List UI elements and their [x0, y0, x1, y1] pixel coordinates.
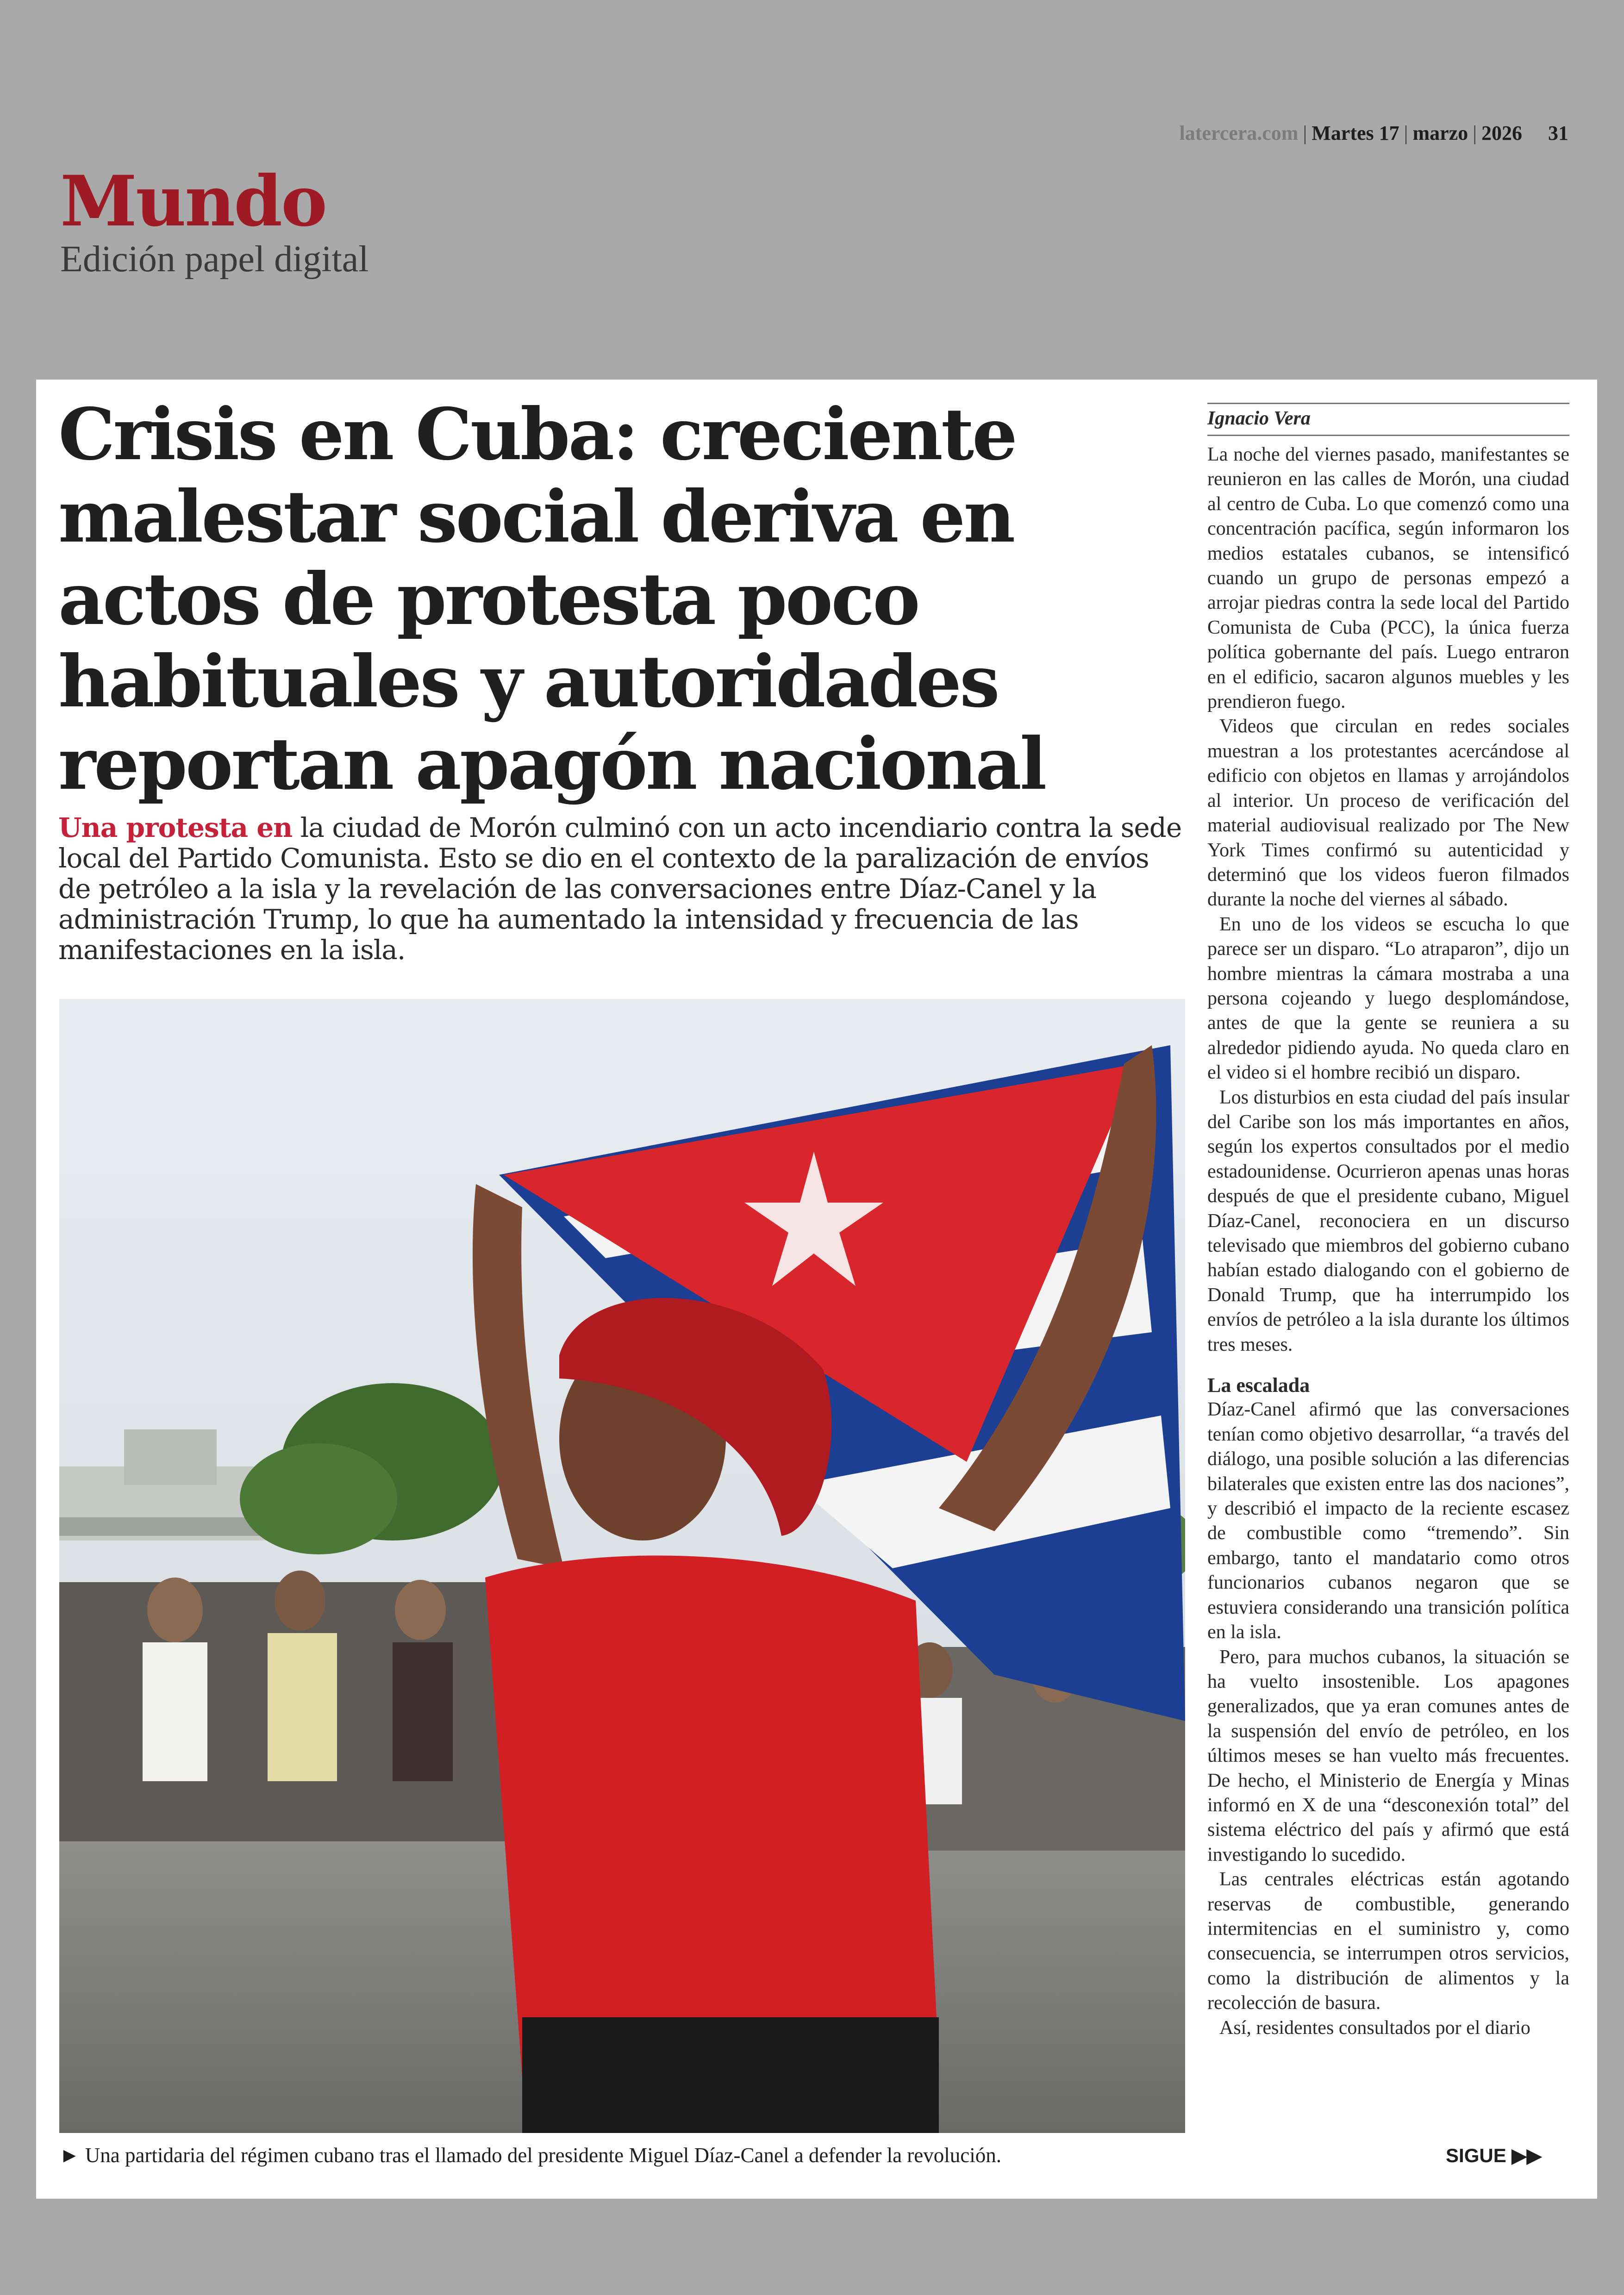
dateline-divider: | — [1473, 122, 1477, 144]
article-sheet — [36, 380, 1597, 2199]
photo-caption: ► Una partidaria del régimen cubano tras el llamado del presidente Miguel Díaz-Canel a defender la revolución. — [59, 2144, 1001, 2167]
body-paragraph: Videos que circulan en redes sociales muestran a los protestantes acercándose al edificio con objetos en llamas y arrojándolos al interior. Un proceso de verificación del material audiovisual realizado por The New York Times confirmó su autenticidad y determinó que los videos fueron filmados durante la noche del viernes al sábado. — [1207, 716, 1569, 911]
body-paragraph: Las centrales eléctricas están agotando reservas de combustible, generando intermitencias en el suministro y, como consecuencia, se interrumpen otros servicios, como la distribución de alimentos y la recolección de basura. — [1207, 1869, 1569, 2014]
dateline-divider: | — [1303, 122, 1307, 144]
continue-marker: SIGUE ▶▶ — [1446, 2145, 1542, 2166]
body-paragraph: La noche del viernes pasado, manifestantes se reunieron en las calles de Morón, una ciudad al centro de Cuba. Lo que comenzó como una concentración pacífica, según informaron los medios estatales cubanos, se intensificó cuando un grupo de personas empezó a arrojar piedras contra la sede local del Partido Comunista de Cuba (PCC), la única fuerza política gobernante del país. Luego entraron en el edificio, sacaron algunos muebles y les prendieron fuego. — [1207, 444, 1569, 713]
lead-kicker: Una protesta en — [58, 812, 293, 843]
dateline-year: 2026 — [1481, 122, 1522, 144]
article-author: Ignacio Vera — [1207, 403, 1569, 436]
lead-text: la ciudad de Morón culminó con un acto incendiario contra la sede local del Partido Comunista. Esto se dio en el contexto de la paralización de envíos de petróleo a la isla y la revelación de las conversaciones entre Díaz-Canel y la administración Trump, lo que ha aumentado la intensidad y frecuencia de las manifestaciones en la isla. — [58, 812, 1182, 966]
page-number: 31 — [1548, 122, 1568, 144]
body-paragraph: Pero, para muchos cubanos, la situación se ha vuelto insostenible. Los apagones generalizados, que ya eran comunes antes de la suspensión del envío de petróleo, en los últimos meses se han vuelto más frecuentes. De hecho, el Ministerio de Energía y Minas informó en X de una “desconexión total” del sistema eléctrico del país y afirmó que está investigando lo sucedido. — [1207, 1646, 1569, 1865]
body-paragraph: Así, residentes consultados por el diario — [1219, 2017, 1530, 2039]
dateline — [1180, 121, 1568, 145]
site-name: latercera.com — [1179, 122, 1299, 144]
article-body-column — [1207, 403, 1569, 2040]
article-photo — [59, 999, 1185, 2133]
body-paragraph: Los disturbios en esta ciudad del país insular del Caribe son los más importantes en años, según los expertos consultados por el medio estadounidense. Ocurrieron apenas unas horas después de que el presidente cubano, Miguel Díaz-Canel, reconociera en un discurso televisado que miembros del gobierno cubano habían estado dialogando con el gobierno de Donald Trump, que ha interrumpido los envíos de petróleo a la isla durante los últimos tres meses. — [1207, 1086, 1569, 1355]
body-paragraph: Díaz-Canel afirmó que las conversaciones tenían como objetivo desarrollar, “a través del diálogo, una posible solución a las diferencias bilaterales que existen entre las dos naciones”, y describió el impacto de la reciente escasez de combustible como “tremendo”. Sin embargo, tanto el mandatario como otros funcionarios cubanos negaron que se estuviera considerando una transición política en la isla. — [1207, 1399, 1569, 1643]
dateline-month: marzo — [1412, 122, 1468, 144]
article-lead — [58, 812, 1183, 965]
article-headline: Crisis en Cuba: creciente malestar social deriva en actos de protesta poco habituales y autoridades reportan apagón nacional — [58, 393, 1045, 806]
protest-photo-illustration — [59, 999, 1185, 2133]
section-title: Mundo — [60, 161, 326, 242]
body-paragraph: En uno de los videos se escucha lo que parece ser un disparo. “Lo atraparon”, dijo un hombre mientras la cámara mostraba a una persona cojeando y luego desplomándose, antes de que la gente se reuniera a su alrededor pidiendo ayuda. No queda claro en el video si el hombre recibió un disparo. — [1207, 913, 1569, 1084]
body-subhead: La escalada — [1207, 1374, 1310, 1397]
dateline-divider: | — [1404, 122, 1408, 144]
dateline-weekday: Martes 17 — [1312, 122, 1399, 144]
edition-label: Edición papel digital — [60, 239, 369, 280]
